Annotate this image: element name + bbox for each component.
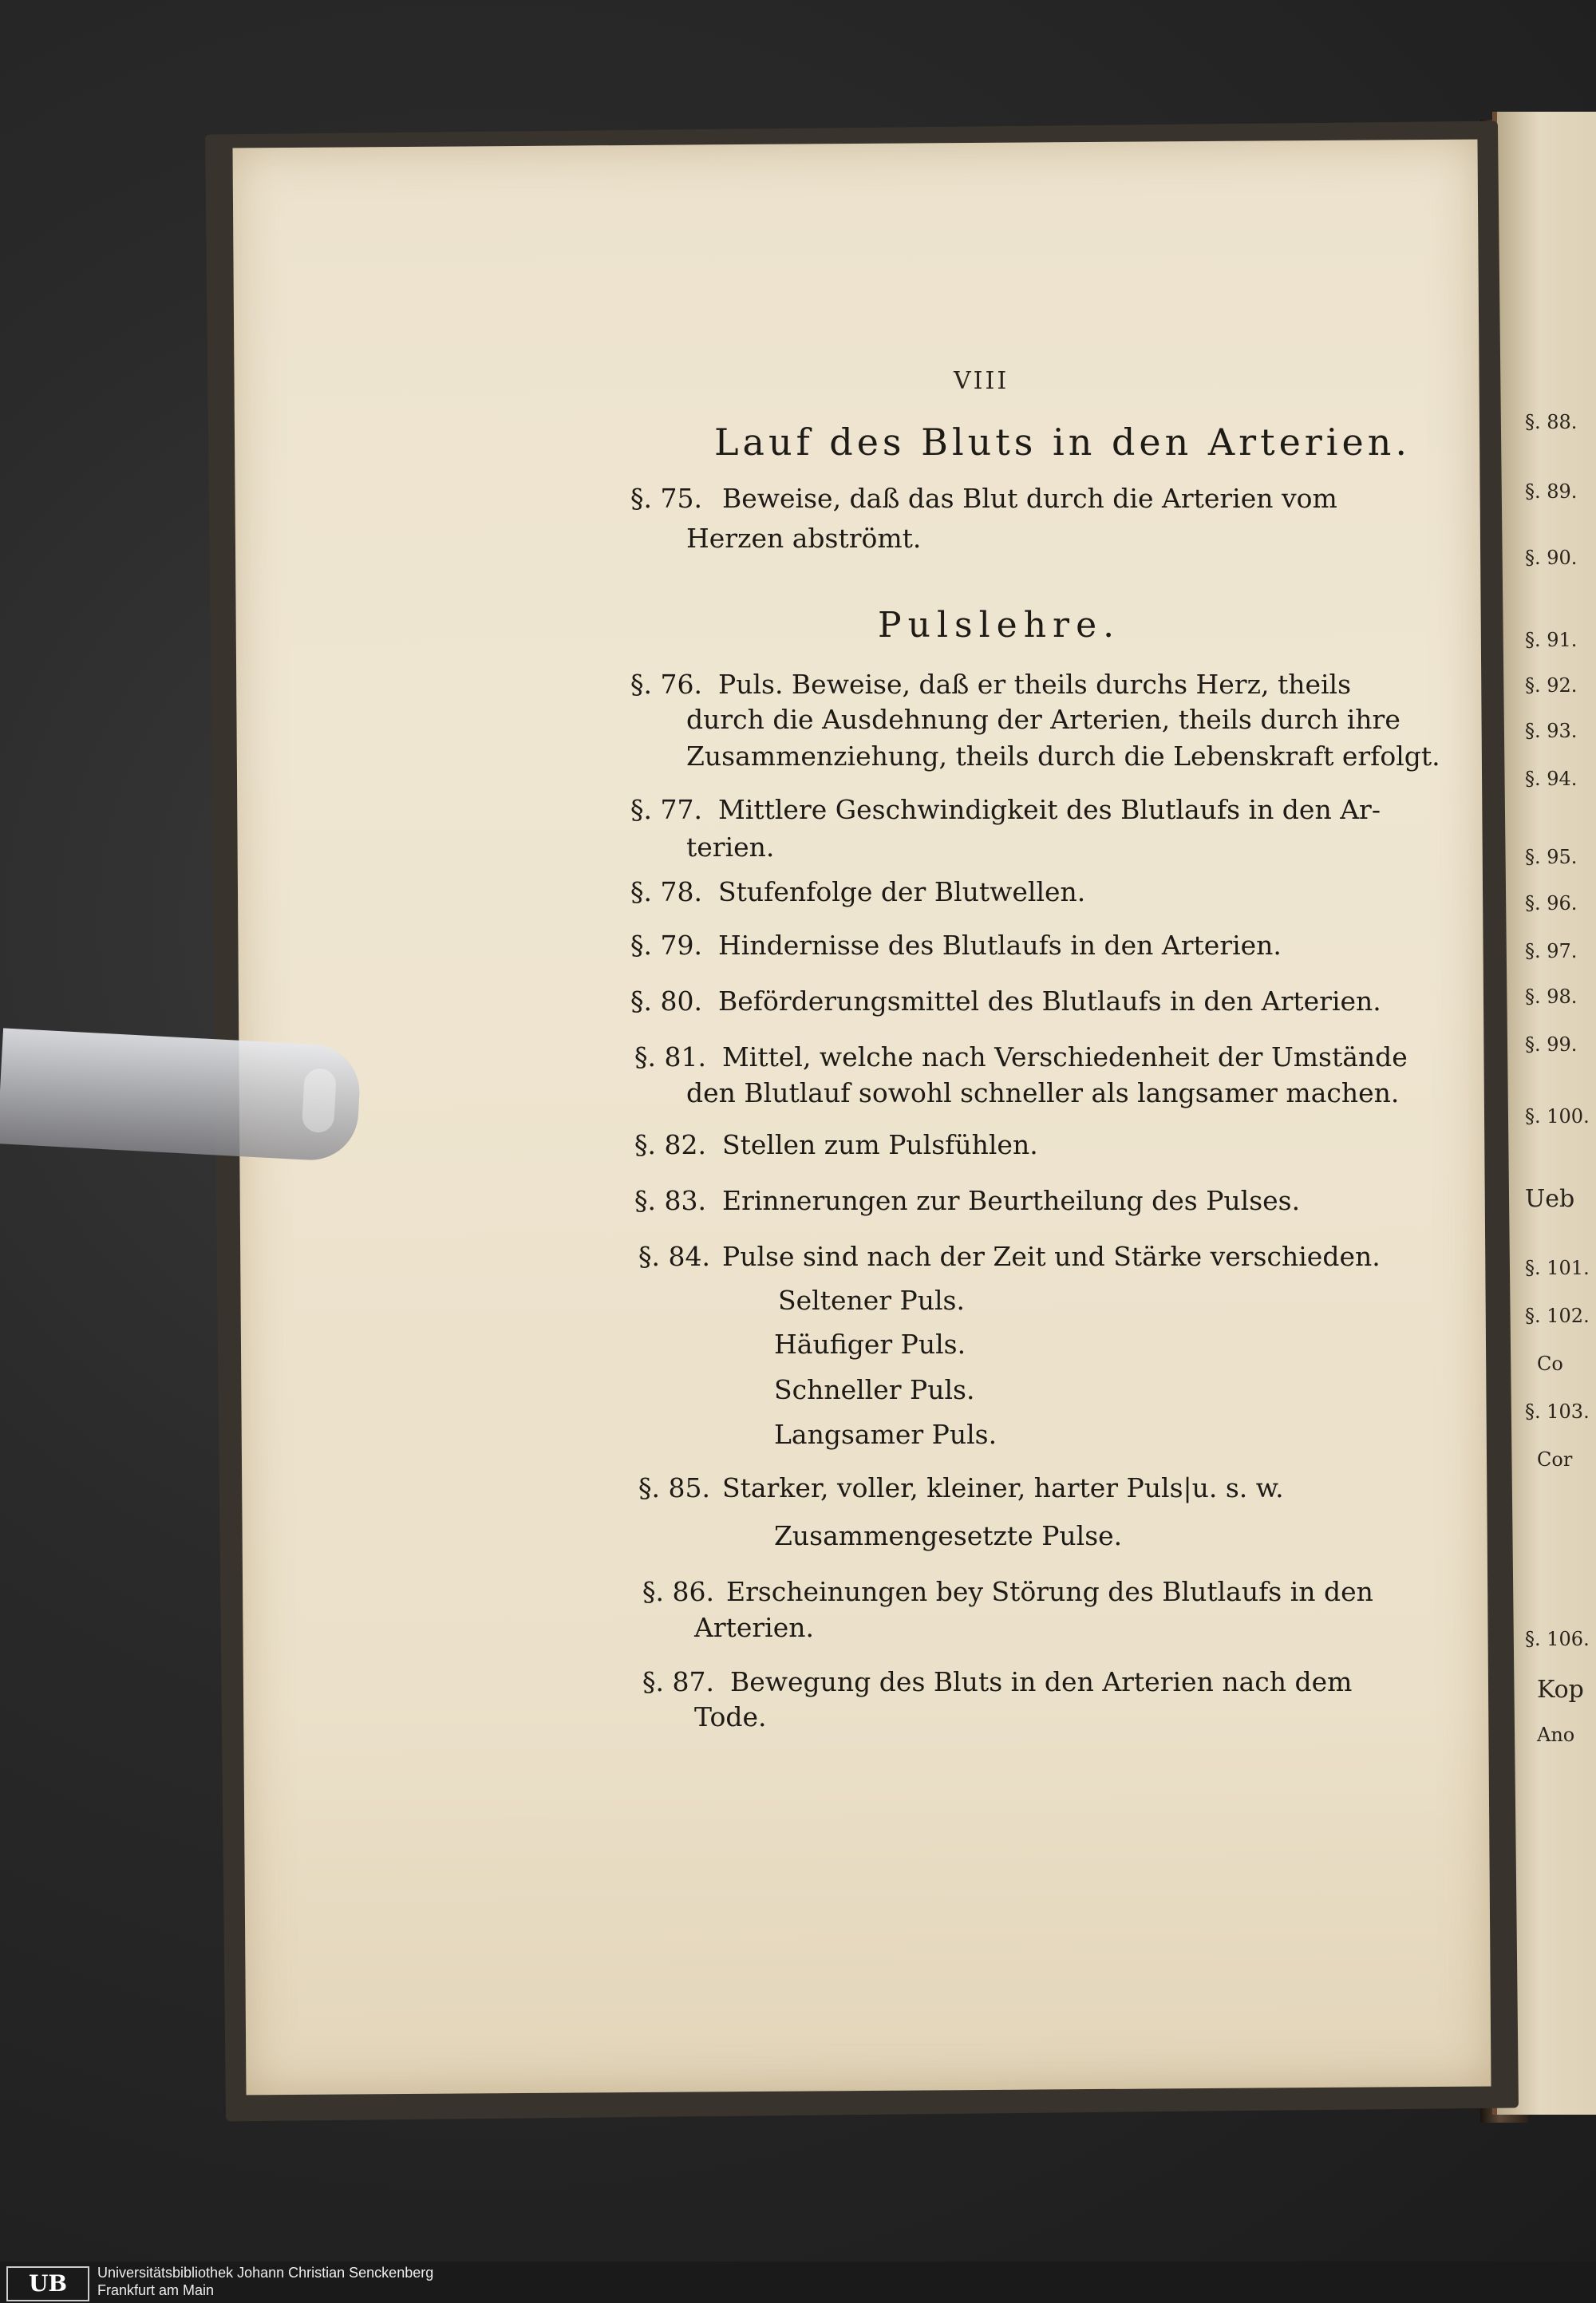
footer-bar [0, 2262, 1596, 2303]
facing-page-fragment: §. 96. [1525, 892, 1578, 914]
section-number: §. 76. [630, 669, 702, 700]
section-number: §. 83. [634, 1185, 706, 1216]
facing-page-fragment: Cor [1537, 1448, 1573, 1471]
ub-logo: UB [6, 2266, 89, 2301]
section-text: Arterien. [694, 1612, 814, 1643]
section-text: Hindernisse des Blutlaufs in den Arterien. [718, 930, 1282, 961]
section-number: §. 79. [630, 930, 702, 961]
facing-page-fragment: §. 88. [1525, 411, 1578, 433]
section-text: Stellen zum Pulsfühlen. [722, 1129, 1038, 1160]
section-text: Erscheinungen bey Störung des Blutlaufs in den [726, 1576, 1373, 1607]
facing-page-fragment: §. 106. [1525, 1628, 1590, 1650]
section-text: Herzen abströmt. [686, 523, 922, 554]
section-text: Zusammenziehung, theils durch die Lebenskraft erfolgt. [686, 741, 1440, 772]
subsection-text: Zusammengesetzte Pulse. [774, 1520, 1123, 1551]
section-number: §. 85. [638, 1472, 710, 1503]
section-heading: Lauf des Bluts in den Arterien. [714, 421, 1411, 464]
section-text: Tode. [694, 1701, 767, 1732]
facing-page-fragment: §. 90. [1525, 547, 1578, 569]
subsection-text: Seltener Puls. [778, 1285, 965, 1316]
facing-page-fragment: §. 103. [1525, 1400, 1590, 1423]
subsection-text: Schneller Puls. [774, 1374, 975, 1405]
section-number: §. 77. [630, 794, 702, 825]
library-location: Frankfurt am Main [97, 2282, 215, 2298]
facing-page-fragment: §. 94. [1525, 768, 1578, 790]
section-text: terien. [686, 832, 775, 863]
facing-page-fragment: Ano [1537, 1724, 1575, 1746]
subsection-text: Häufiger Puls. [774, 1329, 966, 1360]
facing-page-fragment: §. 93. [1525, 720, 1578, 742]
section-number: §. 81. [634, 1041, 706, 1072]
page-number: VIII [954, 367, 1009, 395]
section-text: Pulse sind nach der Zeit und Stärke verschieden. [722, 1241, 1381, 1272]
facing-page-fragment: §. 92. [1525, 674, 1578, 697]
library-name: Universitätsbibliothek Johann Christian Senckenberg [97, 2265, 434, 2281]
section-text: den Blutlauf sowohl schneller als langsamer machen. [686, 1077, 1400, 1108]
section-text: Erinnerungen zur Beurtheilung des Pulses. [722, 1185, 1301, 1216]
facing-page-fragment: Ueb [1525, 1185, 1575, 1213]
facing-page-fragment: §. 98. [1525, 986, 1578, 1008]
facing-page-fragment: §. 99. [1525, 1033, 1578, 1056]
section-text: Mittlere Geschwindigkeit des Blutlaufs in den Ar- [718, 794, 1381, 825]
glass-page-holder [0, 1028, 361, 1162]
section-text: Mittel, welche nach Verschiedenheit der Umstände [722, 1041, 1408, 1072]
section-number: §. 78. [630, 876, 702, 907]
section-text: Bewegung des Bluts in den Arterien nach dem [730, 1666, 1353, 1697]
facing-page-fragment: §. 97. [1525, 940, 1578, 962]
subsection-text: Langsamer Puls. [774, 1419, 998, 1450]
section-number: §. 80. [630, 986, 702, 1017]
section-text: durch die Ausdehnung der Arterien, theils durch ihre [686, 704, 1400, 735]
facing-page-fragment: §. 95. [1525, 846, 1578, 868]
section-number: §. 75. [630, 483, 702, 514]
section-text: Puls. Beweise, daß er theils durchs Herz, theils [718, 669, 1352, 700]
facing-page-fragment: §. 89. [1525, 480, 1578, 503]
facing-page-fragment: §. 100. [1525, 1105, 1590, 1128]
section-number: §. 87. [642, 1666, 714, 1697]
section-text: Beweise, daß das Blut durch die Arterien vom [722, 483, 1337, 514]
facing-page-fragment: Kop [1537, 1676, 1584, 1704]
section-heading: Pulslehre. [878, 605, 1121, 646]
facing-page-fragment: §. 91. [1525, 629, 1578, 651]
section-text: Beförderungsmittel des Blutlaufs in den Arterien. [718, 986, 1381, 1017]
section-number: §. 82. [634, 1129, 706, 1160]
facing-page-fragment: Co [1537, 1353, 1563, 1375]
section-text: Starker, voller, kleiner, harter Puls|u. s. w. [722, 1472, 1284, 1503]
section-number: §. 86. [642, 1576, 714, 1607]
facing-page-fragment: §. 101. [1525, 1257, 1590, 1279]
section-number: §. 84. [638, 1241, 710, 1272]
facing-page-fragment: §. 102. [1525, 1305, 1590, 1327]
section-text: Stufenfolge der Blutwellen. [718, 876, 1086, 907]
